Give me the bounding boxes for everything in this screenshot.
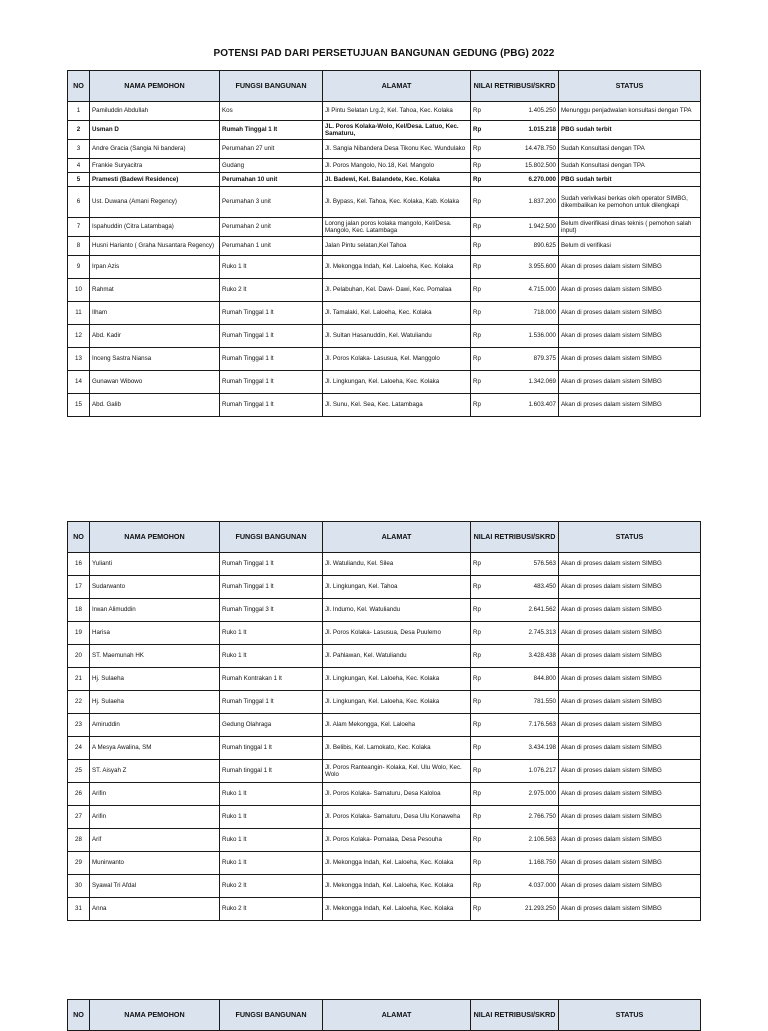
cell-alamat: Jl. Watuliandu, Kel. Silea [323,553,471,576]
cell-currency: Rp [471,102,487,121]
cell-fungsi-bangunan: Rumah Tinggal 1 lt [220,691,323,714]
table-row [68,898,701,921]
cell-nama-pemohon: Arifin [90,783,220,806]
cell-status: Akan di proses dalam sistem SIMBG [559,875,701,898]
cell-currency: Rp [471,121,487,140]
table-row [68,187,701,218]
cell-nilai: 890.625 [487,237,559,256]
header-nilai-retribusi: NILAI RETRIBUSI/SKRD [471,71,559,102]
cell-nilai: 1.015.218 [487,121,559,140]
cell-no: 9 [68,256,90,279]
cell-status: Akan di proses dalam sistem SIMBG [559,325,701,348]
cell-currency: Rp [471,714,487,737]
cell-no: 26 [68,783,90,806]
cell-fungsi-bangunan: Rumah Tinggal 1 lt [220,371,323,394]
cell-fungsi-bangunan: Perumahan 10 unit [220,173,323,187]
document-title: POTENSI PAD DARI PERSETUJUAN BANGUNAN GEDUNG (PBG) 2022 [213,48,555,59]
cell-alamat: Jl. Sunu, Kel. Sea, Kec. Latambaga [323,394,471,417]
table-row [68,173,701,187]
cell-status: Akan di proses dalam sistem SIMBG [559,576,701,599]
cell-fungsi-bangunan: Ruko 1 lt [220,852,323,875]
header-status: STATUS [559,71,701,102]
table-row [68,645,701,668]
table-row [68,237,701,256]
cell-nama-pemohon: ST. Aisyah Z [90,760,220,783]
cell-status: Akan di proses dalam sistem SIMBG [559,829,701,852]
cell-fungsi-bangunan: Ruko 1 lt [220,622,323,645]
table-row [68,302,701,325]
cell-nilai: 781.550 [487,691,559,714]
cell-nilai: 1.603.407 [487,394,559,417]
cell-status: Akan di proses dalam sistem SIMBG [559,806,701,829]
cell-nilai: 576.563 [487,553,559,576]
cell-no: 15 [68,394,90,417]
cell-fungsi-bangunan: Perumahan 2 unit [220,218,323,237]
cell-no: 19 [68,622,90,645]
table-row [68,159,701,173]
header-nama-pemohon: NAMA PEMOHON [90,522,220,553]
cell-nilai: 1.342.069 [487,371,559,394]
cell-alamat: Jl. Pelabuhan, Kel. Dawi- Dawi, Kec. Pomalaa [323,279,471,302]
cell-currency: Rp [471,159,487,173]
cell-currency: Rp [471,348,487,371]
cell-nilai: 483.450 [487,576,559,599]
header-no: NO [68,522,90,553]
cell-no: 20 [68,645,90,668]
table-row [68,783,701,806]
permit-table-2 [67,521,701,921]
table-row [68,256,701,279]
cell-no: 25 [68,760,90,783]
cell-nama-pemohon: Pamiluddin Abdullah [90,102,220,121]
cell-no: 3 [68,140,90,159]
cell-nilai: 4.037.000 [487,875,559,898]
table-row [68,760,701,783]
cell-fungsi-bangunan: Perumahan 27 unit [220,140,323,159]
cell-alamat: Jl. Poros Kolaka- Samaturu, Desa Kaloloa [323,783,471,806]
cell-fungsi-bangunan: Perumahan 1 unit [220,237,323,256]
table-row [68,852,701,875]
cell-alamat: Jl. Tamalaki, Kel. Laloeha, Kec. Kolaka [323,302,471,325]
cell-nama-pemohon: Andre Gracia (Sangia Ni bandera) [90,140,220,159]
cell-fungsi-bangunan: Ruko 2 lt [220,279,323,302]
table-row [68,691,701,714]
cell-currency: Rp [471,371,487,394]
cell-alamat: Jl. Sangia Nibandera Desa Tikonu Kec. Wundulako [323,140,471,159]
table-header-row [68,71,701,102]
cell-currency: Rp [471,140,487,159]
table-row [68,806,701,829]
cell-status: Akan di proses dalam sistem SIMBG [559,691,701,714]
cell-currency: Rp [471,875,487,898]
cell-fungsi-bangunan: Ruko 1 lt [220,645,323,668]
cell-currency: Rp [471,599,487,622]
cell-alamat: Jl. Lingkungan, Kel. Laloeha, Kec. Kolaka [323,668,471,691]
cell-no: 27 [68,806,90,829]
cell-currency: Rp [471,187,487,218]
header-nama-pemohon: NAMA PEMOHON [90,1000,220,1031]
cell-status: Sudah verivikasi berkas oleh operator SIMBG, dikembalikan ke pemohon untuk dilengkapi [559,187,701,218]
header-fungsi-bangunan: FUNGSI BANGUNAN [220,71,323,102]
cell-no: 2 [68,121,90,140]
cell-fungsi-bangunan: Rumah Tinggal 1 lt [220,348,323,371]
cell-fungsi-bangunan: Rumah Tinggal 1 lt [220,302,323,325]
cell-alamat: Jl. Pahlawan, Kel. Watuliandu [323,645,471,668]
cell-fungsi-bangunan: Rumah tinggal 1 lt [220,760,323,783]
cell-status: Belum di verifikasi [559,237,701,256]
cell-alamat: Jl. Lingkungan, Kel. Laloeha, Kec. Kolaka [323,371,471,394]
cell-alamat: Jl. Poros Ranteangin- Kolaka, Kel. Ulu Wolo, Kec. Wolo [323,760,471,783]
header-nilai-retribusi: NILAI RETRIBUSI/SKRD [471,522,559,553]
cell-status: Akan di proses dalam sistem SIMBG [559,737,701,760]
cell-fungsi-bangunan: Rumah Tinggal 1 lt [220,576,323,599]
table-row [68,576,701,599]
cell-no: 22 [68,691,90,714]
cell-currency: Rp [471,668,487,691]
table-row [68,279,701,302]
cell-no: 23 [68,714,90,737]
table-header-row [68,522,701,553]
cell-nama-pemohon: Irpan Azis [90,256,220,279]
cell-status: Akan di proses dalam sistem SIMBG [559,760,701,783]
cell-no: 17 [68,576,90,599]
cell-currency: Rp [471,783,487,806]
cell-nama-pemohon: Frankie Suryacitra [90,159,220,173]
cell-nilai: 7.176.563 [487,714,559,737]
cell-alamat: Jl. Sultan Hasanuddin, Kel. Watuliandu [323,325,471,348]
cell-fungsi-bangunan: Gudang [220,159,323,173]
cell-status: PBG sudah terbit [559,121,701,140]
cell-nama-pemohon: Syawal Tri Afdal [90,875,220,898]
header-alamat: ALAMAT [323,1000,471,1031]
cell-currency: Rp [471,760,487,783]
cell-no: 13 [68,348,90,371]
cell-fungsi-bangunan: Ruko 1 lt [220,256,323,279]
cell-nilai: 2.745.313 [487,622,559,645]
cell-fungsi-bangunan: Ruko 2 lt [220,898,323,921]
table-row [68,714,701,737]
table-row [68,140,701,159]
cell-status: Akan di proses dalam sistem SIMBG [559,371,701,394]
cell-alamat: Jalan Pintu selatan,Kel Tahoa [323,237,471,256]
cell-nama-pemohon: ST. Maemunah HK [90,645,220,668]
cell-no: 7 [68,218,90,237]
cell-currency: Rp [471,737,487,760]
cell-nama-pemohon: Abd. Galib [90,394,220,417]
cell-nama-pemohon: Hj. Sulaeha [90,691,220,714]
cell-status: Akan di proses dalam sistem SIMBG [559,302,701,325]
header-alamat: ALAMAT [323,522,471,553]
header-alamat: ALAMAT [323,71,471,102]
cell-fungsi-bangunan: Ruko 2 lt [220,875,323,898]
cell-nama-pemohon: Abd. Kadir [90,325,220,348]
cell-nama-pemohon: Arifin [90,806,220,829]
cell-nama-pemohon: Irwan Alimuddin [90,599,220,622]
cell-fungsi-bangunan: Rumah Kontrakan 1 lt [220,668,323,691]
cell-currency: Rp [471,645,487,668]
cell-fungsi-bangunan: Rumah Tinggal 1 lt [220,394,323,417]
table-row [68,599,701,622]
cell-alamat: Jl. Belibis, Kel. Lamokato, Kec. Kolaka [323,737,471,760]
cell-no: 5 [68,173,90,187]
cell-status: Menunggu penjadwalan konsultasi dengan TPA [559,102,701,121]
cell-alamat: Jl. Badewi, Kel. Balandete, Kec. Kolaka [323,173,471,187]
cell-alamat: Jl. Mekongga Indah, Kel. Laloeha, Kec. Kolaka [323,898,471,921]
cell-nilai: 718.000 [487,302,559,325]
table-row [68,875,701,898]
table-body-1 [68,102,701,417]
cell-nama-pemohon: Rahmat [90,279,220,302]
cell-no: 12 [68,325,90,348]
cell-alamat: Jl Pintu Selatan Lrg.2, Kel. Tahoa, Kec. Kolaka [323,102,471,121]
cell-nama-pemohon: Hj. Sulaeha [90,668,220,691]
cell-fungsi-bangunan: Ruko 1 lt [220,806,323,829]
cell-currency: Rp [471,806,487,829]
cell-status: Akan di proses dalam sistem SIMBG [559,599,701,622]
cell-fungsi-bangunan: Rumah Tinggal 1 lt [220,325,323,348]
table-body-2 [68,553,701,921]
header-nilai-retribusi: NILAI RETRIBUSI/SKRD [471,1000,559,1031]
cell-currency: Rp [471,394,487,417]
cell-nilai: 14.478.750 [487,140,559,159]
cell-no: 6 [68,187,90,218]
cell-fungsi-bangunan: Perumahan 3 unit [220,187,323,218]
cell-no: 28 [68,829,90,852]
table-row [68,218,701,237]
cell-alamat: Jl. Lingkungan, Kel. Tahoa [323,576,471,599]
cell-nilai: 2.641.562 [487,599,559,622]
cell-nilai: 4.715.000 [487,279,559,302]
cell-alamat: Jl. Poros Kolaka- Lasusua, Desa Puulemo [323,622,471,645]
table-row [68,325,701,348]
cell-currency: Rp [471,576,487,599]
table-header-row [68,1000,701,1031]
cell-nilai: 6.270.000 [487,173,559,187]
cell-no: 8 [68,237,90,256]
cell-nama-pemohon: Gunawan Wibowo [90,371,220,394]
cell-no: 21 [68,668,90,691]
cell-alamat: Jl. Poros Mangolo, No.18, Kel. Mangolo [323,159,471,173]
cell-currency: Rp [471,173,487,187]
header-fungsi-bangunan: FUNGSI BANGUNAN [220,522,323,553]
cell-status: Akan di proses dalam sistem SIMBG [559,852,701,875]
cell-no: 4 [68,159,90,173]
table-row [68,102,701,121]
cell-currency: Rp [471,898,487,921]
table-row [68,553,701,576]
cell-alamat: Jl. Lingkungan, Kel. Laloeha, Kec. Kolaka [323,691,471,714]
cell-nama-pemohon: A Mesya Awalina, SM [90,737,220,760]
cell-fungsi-bangunan: Rumah Tinggal 1 lt [220,121,323,140]
cell-currency: Rp [471,691,487,714]
cell-nilai: 3.428.438 [487,645,559,668]
cell-currency: Rp [471,256,487,279]
cell-currency: Rp [471,622,487,645]
cell-alamat: Jl. Mekongga Indah, Kel. Laloeha, Kec. Kolaka [323,256,471,279]
cell-alamat: Jl. Poros Kolaka- Lasusua, Kel. Manggolo [323,348,471,371]
cell-no: 18 [68,599,90,622]
cell-alamat: Jl. Mekongga Indah, Kel. Laloeha, Kec. Kolaka [323,875,471,898]
cell-status: Akan di proses dalam sistem SIMBG [559,622,701,645]
cell-fungsi-bangunan: Rumah Tinggal 1 lt [220,553,323,576]
header-no: NO [68,71,90,102]
cell-no: 31 [68,898,90,921]
table-row [68,737,701,760]
cell-currency: Rp [471,325,487,348]
header-nama-pemohon: NAMA PEMOHON [90,71,220,102]
cell-fungsi-bangunan: Rumah tinggal 1 lt [220,737,323,760]
cell-no: 11 [68,302,90,325]
cell-nilai: 2.106.563 [487,829,559,852]
cell-fungsi-bangunan: Kos [220,102,323,121]
header-fungsi-bangunan: FUNGSI BANGUNAN [220,1000,323,1031]
cell-alamat: Lorong jalan poros kolaka mangolo, Kel/Desa. Mangolo, Kec. Latambaga [323,218,471,237]
cell-alamat: Jl. Poros Kolaka- Pomalaa, Desa Pesouha [323,829,471,852]
cell-status: Akan di proses dalam sistem SIMBG [559,279,701,302]
cell-alamat: JL. Poros Kolaka-Wolo, Kel/Desa. Latuo, Kec. Samaturu, [323,121,471,140]
cell-nama-pemohon: Munirwanto [90,852,220,875]
table-row [68,371,701,394]
cell-nilai: 1.168.750 [487,852,559,875]
table-row [68,348,701,371]
table-row [68,829,701,852]
cell-alamat: Jl. Mekongga Indah, Kel. Laloeha, Kec. Kolaka [323,852,471,875]
cell-alamat: Jl. Alam Mekongga, Kel. Laloeha [323,714,471,737]
cell-nilai: 1.405.250 [487,102,559,121]
cell-currency: Rp [471,279,487,302]
cell-status: PBG sudah terbit [559,173,701,187]
cell-status: Sudah Konsultasi dengan TPA [559,140,701,159]
cell-currency: Rp [471,218,487,237]
header-status: STATUS [559,522,701,553]
cell-nama-pemohon: Anna [90,898,220,921]
header-no: NO [68,1000,90,1031]
cell-fungsi-bangunan: Ruko 1 lt [220,783,323,806]
cell-nilai: 2.975.000 [487,783,559,806]
cell-status: Akan di proses dalam sistem SIMBG [559,668,701,691]
cell-nama-pemohon: Ilham [90,302,220,325]
cell-nilai: 844.800 [487,668,559,691]
cell-nama-pemohon: Sudarwanto [90,576,220,599]
cell-no: 1 [68,102,90,121]
cell-currency: Rp [471,553,487,576]
cell-nama-pemohon: Pramesti (Badewi Residence) [90,173,220,187]
cell-alamat: Jl. Poros Kolaka- Samaturu, Desa Ulu Konaweha [323,806,471,829]
cell-no: 14 [68,371,90,394]
permit-table-3 [67,999,701,1031]
cell-no: 30 [68,875,90,898]
cell-nama-pemohon: Usman D [90,121,220,140]
cell-nama-pemohon: Inceng Sastra Niansa [90,348,220,371]
permit-table-1 [67,70,701,417]
cell-currency: Rp [471,237,487,256]
table-row [68,622,701,645]
cell-nilai: 1.076.217 [487,760,559,783]
cell-nilai: 1.942.500 [487,218,559,237]
cell-fungsi-bangunan: Rumah Tinggal 3 lt [220,599,323,622]
cell-status: Akan di proses dalam sistem SIMBG [559,714,701,737]
cell-no: 24 [68,737,90,760]
cell-nama-pemohon: Ispahuddin (Citra Latambaga) [90,218,220,237]
cell-fungsi-bangunan: Gedung Olahraga [220,714,323,737]
cell-currency: Rp [471,302,487,325]
cell-nilai: 3.955.600 [487,256,559,279]
cell-nilai: 1.536.000 [487,325,559,348]
cell-nilai: 21.293.250 [487,898,559,921]
cell-status: Akan di proses dalam sistem SIMBG [559,348,701,371]
cell-nama-pemohon: Ust. Duwana (Amani Regency) [90,187,220,218]
cell-status: Akan di proses dalam sistem SIMBG [559,394,701,417]
cell-alamat: Jl. Indumo, Kel. Watuliandu [323,599,471,622]
cell-status: Akan di proses dalam sistem SIMBG [559,553,701,576]
cell-nama-pemohon: Arif [90,829,220,852]
cell-alamat: Jl. Bypass, Kel. Tahoa, Kec. Kolaka, Kab. Kolaka [323,187,471,218]
header-status: STATUS [559,1000,701,1031]
cell-status: Akan di proses dalam sistem SIMBG [559,898,701,921]
cell-status: Sudah Konsultasi dengan TPA [559,159,701,173]
cell-currency: Rp [471,829,487,852]
cell-nilai: 15.802.500 [487,159,559,173]
cell-no: 16 [68,553,90,576]
table-row [68,668,701,691]
table-row [68,394,701,417]
cell-nama-pemohon: Yulianti [90,553,220,576]
cell-status: Akan di proses dalam sistem SIMBG [559,645,701,668]
cell-nilai: 2.766.750 [487,806,559,829]
cell-status: Akan di proses dalam sistem SIMBG [559,783,701,806]
cell-nama-pemohon: Husni Harianto ( Graha Nusantara Regency) [90,237,220,256]
cell-status: Belum diverifikasi dinas teknis ( pemohon salah input) [559,218,701,237]
table-row [68,121,701,140]
cell-status: Akan di proses dalam sistem SIMBG [559,256,701,279]
cell-currency: Rp [471,852,487,875]
cell-nama-pemohon: Harisa [90,622,220,645]
cell-nilai: 879.375 [487,348,559,371]
cell-fungsi-bangunan: Ruko 1 lt [220,829,323,852]
cell-nilai: 3.434.198 [487,737,559,760]
cell-no: 29 [68,852,90,875]
cell-nilai: 1.837.200 [487,187,559,218]
cell-no: 10 [68,279,90,302]
cell-nama-pemohon: Amiruddin [90,714,220,737]
